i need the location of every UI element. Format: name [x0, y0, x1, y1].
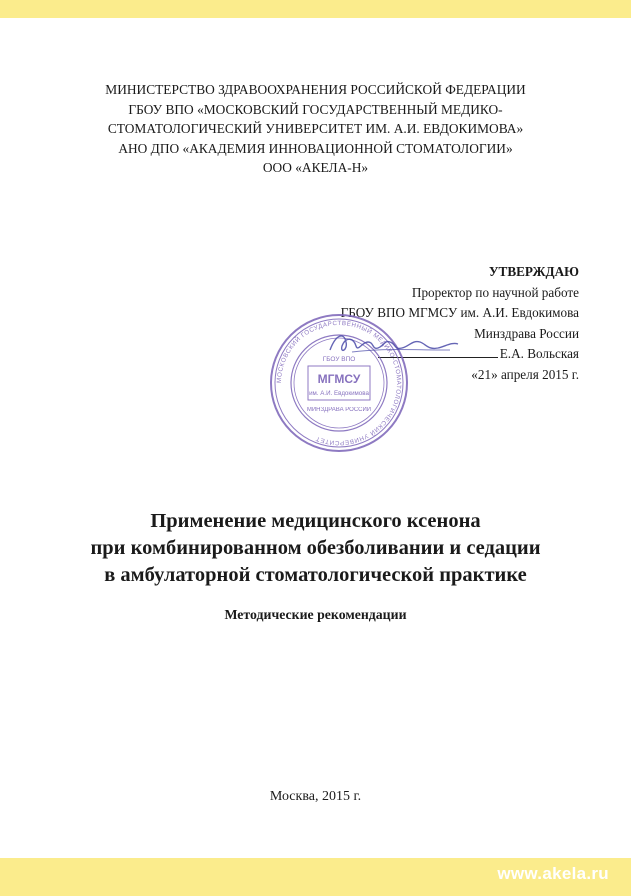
- top-color-band: [0, 0, 631, 18]
- title-line-3: в амбулаторной стоматологической практике: [104, 564, 527, 586]
- seal-lower-text: МИНЗДРАВА РОССИИ: [306, 407, 372, 413]
- approval-signatory: Е.А. Вольская: [499, 346, 579, 362]
- header-line-academy: АНО ДПО «АКАДЕМИЯ ИННОВАЦИОННОЙ СТОМАТОЛОГИИ»: [118, 140, 513, 156]
- header-line-university-1: ГБОУ ВПО «МОСКОВСКИЙ ГОСУДАРСТВЕННЫЙ МЕДИКО-: [128, 101, 503, 117]
- handwritten-signature: [322, 328, 462, 362]
- header-line-ministry: МИНИСТЕРСТВО ЗДРАВООХРАНЕНИЯ РОССИЙСКОЙ ФЕДЕРАЦИИ: [105, 82, 526, 97]
- bottom-color-band: [0, 858, 631, 896]
- title-line-1: Применение медицинского ксенона: [150, 510, 481, 532]
- header-line-company: ООО «АКЕЛА-Н»: [262, 160, 369, 175]
- document-subtitle: Методические рекомендации: [224, 607, 407, 622]
- approval-institution: ГБОУ ВПО МГМСУ им. А.И. Евдокимова: [340, 305, 579, 321]
- seal-sub-text: им. А.И. Евдокимова: [309, 390, 369, 397]
- seal-ring-text: МОСКОВСКИЙ ГОСУДАРСТВЕННЫЙ МЕДИКО-СТОМАТОЛОГИЧЕСКИЙ УНИВЕРСИТЕТ: [275, 319, 403, 447]
- header-line-university-2: СТОМАТОЛОГИЧЕСКИЙ УНИВЕРСИТЕТ ИМ. А.И. ЕВДОКИМОВА»: [107, 121, 524, 136]
- approval-title: УТВЕРЖДАЮ: [488, 264, 579, 279]
- document-title: [20, 508, 611, 589]
- place-and-year: Москва, 2015 г.: [269, 789, 362, 804]
- footer-website-link[interactable]: www.akela.ru: [497, 864, 609, 883]
- seal-center-text: МГМСУ: [317, 372, 361, 386]
- approval-ministry: Минздрава России: [474, 325, 579, 341]
- title-line-2: при комбинированном обезболивании и седации: [90, 537, 541, 559]
- issuing-organizations: [40, 80, 591, 178]
- seal-top-text: ГБОУ ВПО: [322, 356, 356, 363]
- approval-date: «21» апреля 2015 г.: [471, 366, 579, 382]
- approval-position: Проректор по научной работе: [411, 284, 579, 300]
